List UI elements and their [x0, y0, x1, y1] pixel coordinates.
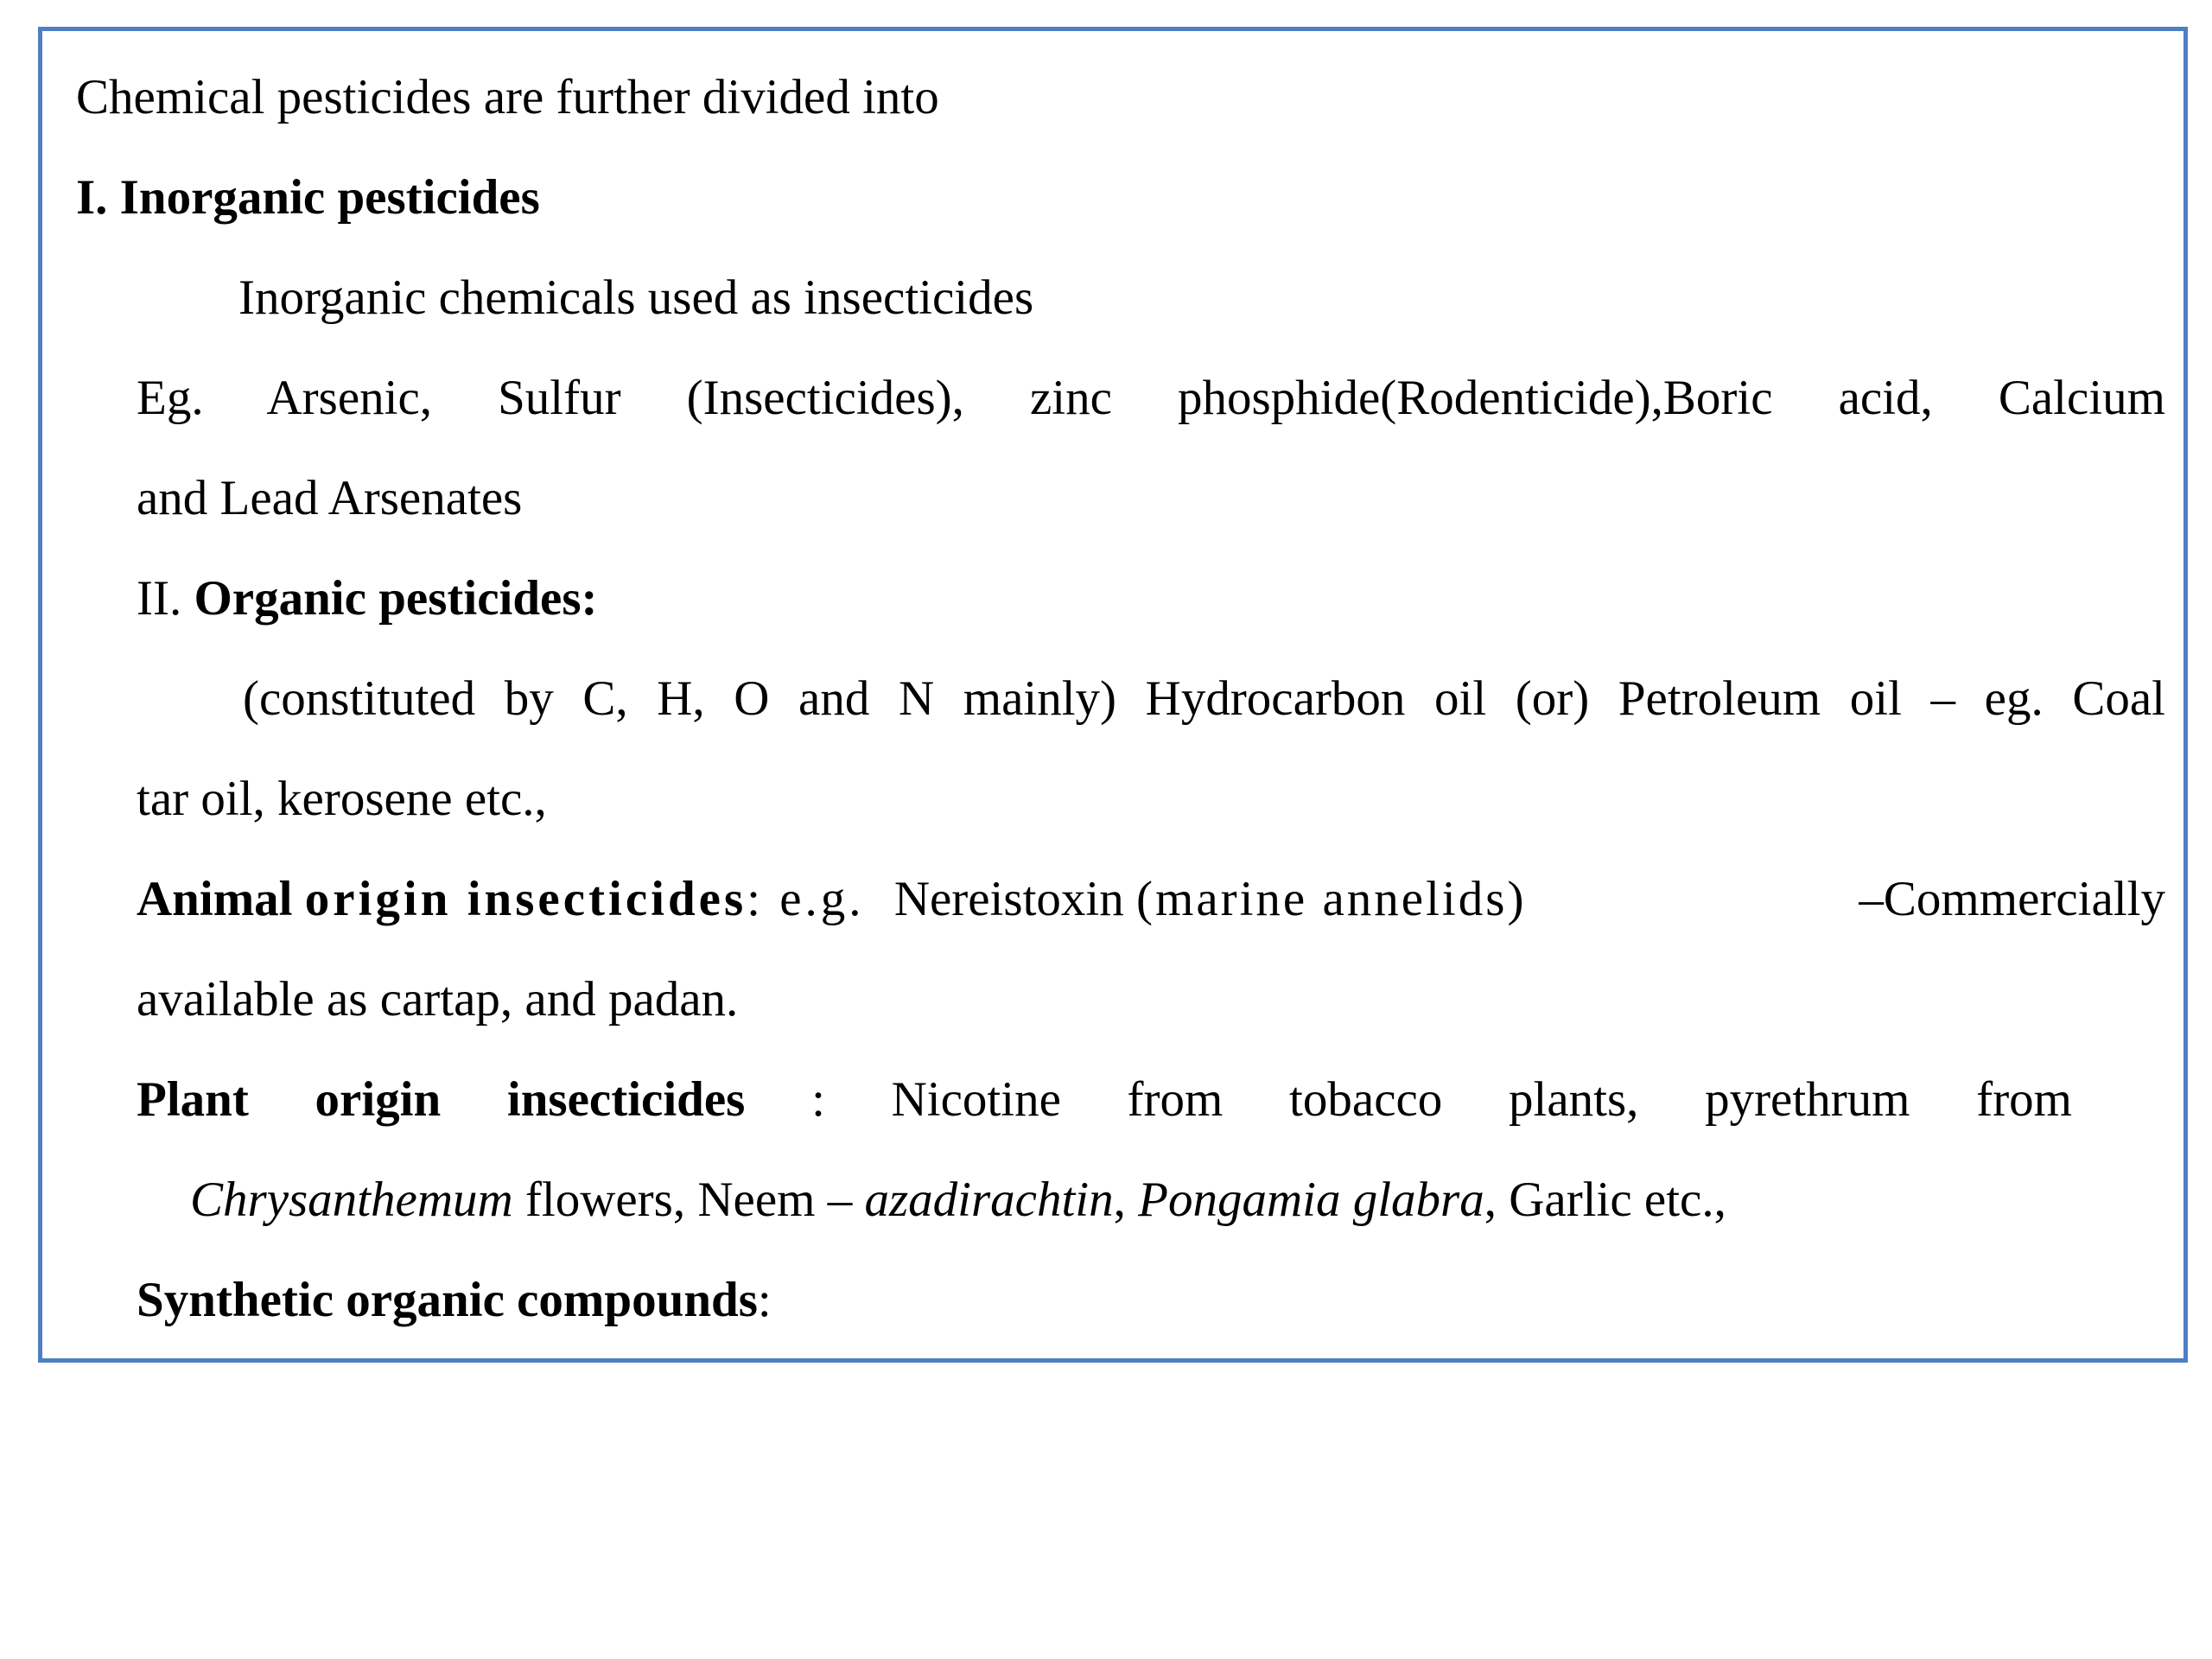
animal-origin-source: (marine annelids): [1136, 872, 1527, 926]
inorganic-heading: I. Inorganic pesticides: [76, 170, 540, 225]
plant-text-3: , Garlic etc.,: [1484, 1173, 1726, 1227]
pongamia-text: Pongamia glabra: [1138, 1173, 1484, 1227]
plant-origin-label: Plant origin insecticides: [137, 1072, 746, 1127]
animal-origin-label-plain: Animal: [137, 872, 293, 926]
synthetic-heading: [137, 1272, 772, 1329]
synthetic-label: Synthetic organic compounds: [137, 1273, 758, 1327]
organic-description-line2: tar oil, kerosene etc.,: [137, 772, 547, 826]
plant-text-1: flowers, Neem –: [512, 1173, 865, 1227]
organic-heading: [137, 570, 598, 627]
animal-origin-line2: available as cartap, and padan.: [137, 972, 739, 1027]
plant-origin-text: : Nicotine from tobacco plants, pyrethrum from: [811, 1072, 2073, 1127]
inorganic-examples-line1: Eg. Arsenic, Sulfur (Insecticides), zinc phosphide(Rodenticide),Boric acid, Calcium: [137, 371, 2165, 425]
inorganic-description: Inorganic chemicals used as insecticides: [238, 270, 1034, 325]
animal-origin-commercial: –Commercially: [1859, 872, 2165, 926]
animal-origin-name: Nereistoxin: [893, 872, 1124, 926]
animal-origin-line1: [137, 871, 2165, 928]
organic-description-line1: (constituted by C, H, O and N mainly) Hydrocarbon oil (or) Petroleum oil – eg. Coal: [243, 671, 2165, 726]
chrysanthemum-text: Chrysanthemum: [190, 1173, 513, 1227]
azadirachtin-text: azadirachtin: [864, 1173, 1114, 1227]
organic-heading-label: Organic pesticides:: [194, 571, 598, 626]
plant-origin-line2: [190, 1172, 1726, 1229]
inorganic-examples-line2: and Lead Arsenates: [137, 471, 523, 525]
animal-origin-eg: : e.g.: [747, 872, 865, 926]
synthetic-colon: :: [757, 1273, 772, 1327]
plant-origin-line1: [137, 1071, 2072, 1128]
animal-origin-label: origin insecticides: [304, 872, 747, 926]
intro-text: Chemical pesticides are further divided into: [76, 70, 939, 124]
plant-text-2: ,: [1113, 1173, 1139, 1227]
organic-numeral: II.: [137, 571, 182, 626]
